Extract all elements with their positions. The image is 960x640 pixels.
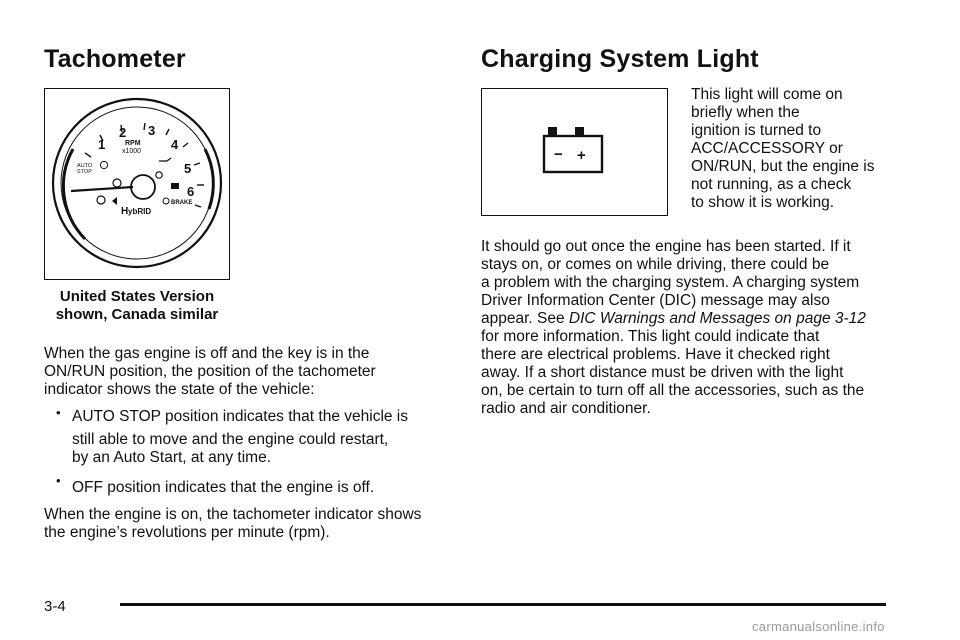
bullet-2-line-1: OFF position indicates that the engine is off. [72, 479, 375, 496]
bullet-1-line-1: AUTO STOP position indicates that the vehicle is [72, 408, 409, 425]
rpm-multiplier: x1000 [122, 148, 142, 155]
side-line-3: ignition is turned to [691, 122, 822, 139]
needle-hub [131, 175, 155, 199]
page-number: 3-4 [44, 598, 66, 615]
caption-line-2: shown, Canada similar [55, 306, 219, 323]
intro-line-2: ON/RUN position, the position of the tachometer [44, 363, 376, 380]
charging-body [481, 238, 911, 418]
body-line-6: for more information. This light could indicate that [481, 328, 820, 345]
charging-system-light-heading: Charging System Light [481, 45, 759, 73]
body-line-3: a problem with the charging system. A charging system [481, 274, 860, 291]
closing-paragraph [44, 506, 454, 542]
tachometer-caption [44, 288, 230, 324]
gauge-number-5: 5 [184, 161, 192, 176]
intro-line-3: indicator shows the state of the vehicle: [44, 381, 315, 398]
watermark: carmanualsonline.info [752, 619, 885, 634]
bullet-1-line-2: still able to move and the engine could restart, [72, 431, 389, 448]
tachometer-heading: Tachometer [44, 45, 186, 73]
gauge-number-4: 4 [171, 137, 179, 152]
closing-line-1: When the engine is on, the tachometer indicator shows [44, 506, 422, 523]
tachometer-figure [44, 88, 230, 280]
side-line-4: ACC/ACCESSORY or [691, 140, 843, 157]
body-line-1: It should go out once the engine has been started. If it [481, 238, 851, 255]
bullet-1-line-3: by an Auto Start, at any time. [72, 449, 272, 466]
bullet-icon: • [56, 405, 61, 420]
bullet-icon: • [56, 473, 61, 488]
caption-line-1: United States Version [59, 288, 215, 305]
gauge-number-6: 6 [187, 184, 195, 199]
rpm-label: RPM [125, 140, 141, 147]
gauge-number-2: 2 [119, 125, 127, 140]
battery-plus-sign: + [577, 147, 586, 164]
body-line-9: on, be certain to turn off all the accessories, such as the [481, 382, 865, 399]
charging-side-text [691, 86, 921, 212]
auto-stop-label-line2: STOP [77, 169, 92, 175]
tachometer-body [44, 345, 454, 542]
intro-line-1: When the gas engine is off and the key is in the [44, 345, 370, 362]
dic-cross-reference-link[interactable]: DIC Warnings and Messages on page 3-12 [568, 310, 866, 327]
gauge-number-3: 3 [148, 123, 156, 138]
hybrid-logo: ybRID [128, 207, 152, 216]
side-line-2: briefly when the [691, 104, 800, 121]
bullet-off [44, 473, 454, 497]
body-line-7: there are electrical problems. Have it checked right [481, 346, 830, 363]
tachometer-gauge-illustration [45, 89, 228, 278]
auto-stop-label-line1: AUTO [77, 163, 93, 169]
gauge-number-1: 1 [98, 137, 106, 152]
high-beam-icon [171, 183, 179, 189]
see-text: appear. See [481, 310, 569, 327]
side-line-5: ON/RUN, but the engine is [691, 158, 875, 175]
side-line-1: This light will come on [691, 86, 843, 103]
closing-line-2: the engine’s revolutions per minute (rpm). [44, 524, 330, 541]
battery-icon [482, 89, 666, 214]
hybrid-h-glyph: H [121, 206, 129, 217]
body-line-5 [481, 310, 911, 328]
side-line-6: not running, as a check [691, 176, 852, 193]
battery-minus-sign: − [554, 146, 563, 163]
charging-light-figure [481, 88, 668, 216]
body-line-4: Driver Information Center (DIC) message may also [481, 292, 830, 309]
body-line-2: stays on, or comes on while driving, there could be [481, 256, 830, 273]
intro-paragraph [44, 345, 454, 399]
body-line-8: away. If a short distance must be driven with the light [481, 364, 844, 381]
side-line-7: to show it is working. [691, 194, 834, 211]
brake-label: BRAKE [171, 200, 193, 206]
footer-rule [120, 603, 886, 606]
bullet-auto-stop [44, 405, 454, 467]
body-line-10: radio and air conditioner. [481, 400, 651, 417]
